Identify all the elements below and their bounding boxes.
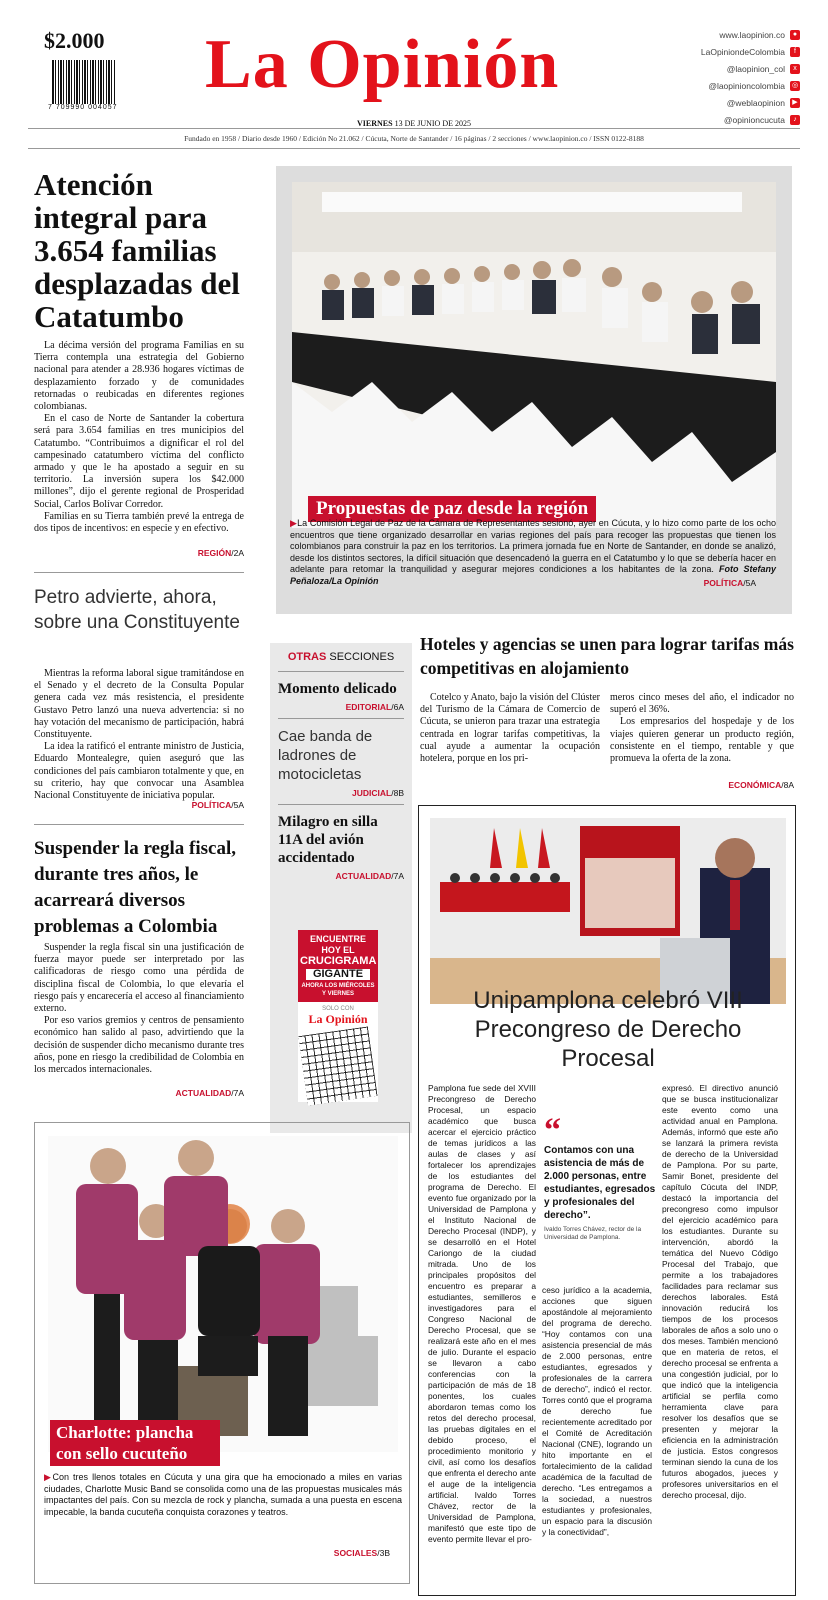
social-youtube[interactable]: @weblaopinion ▶ bbox=[701, 94, 800, 111]
crossword-icon bbox=[298, 1026, 377, 1105]
lead-body: La décima versión del programa Familias en su Tierra contempla una estrategia del Gobierno nacional para atender a 28.936 hogares víctimas de desplazamiento forzado y de comunidades retornadas o reubicadas en diferentes regiones colombianas. En el caso de Norte de Santander la cobertura será para 3.654 familias en tres municipios del Catatumbo. “Contribuimos a dignificar el rol del campesinado catatumbero víctima del conflicto armado y que le ha apostado a seguir en su territorio. La inversión supera los $42.000 millones”, dijo el gerente regional de Prosperidad Social, Carlos Bolívar Corredor. Familias en su Tierra también prevé la entrega de dos tipos de incentivos: en especie y en efectivo. bbox=[34, 340, 244, 535]
instagram-icon: ◎ bbox=[791, 81, 799, 89]
charlotte-photo bbox=[48, 1136, 398, 1452]
unipamplona-headline[interactable]: Unipamplona celebró VIII Precongreso de Derecho Procesal bbox=[473, 987, 743, 1072]
fiscal-section-ref[interactable]: ACTUALIDAD/7A bbox=[175, 1088, 244, 1098]
ad-text: SOLO CON bbox=[322, 1006, 354, 1012]
pull-quote-text: Contamos con una asistencia de más de 2.000 personas, entre estudiantes, egresados y profesionales del derecho”. bbox=[544, 1145, 656, 1221]
other-item-2[interactable]: Cae banda de ladrones de motocicletas bbox=[278, 728, 373, 783]
rule bbox=[28, 128, 800, 129]
social-facebook[interactable]: LaOpiniondeColombia f bbox=[701, 43, 800, 60]
unipamplona-col-2: ceso jurídico a la academia, acciones que siguen apostándole al mejoramiento del programa de derecho. “Hoy contamos con una asistencia presencial de más de 2.000 personas, entre estudiantes, egresados y profesionales de la carrera de derecho”, indicó el rector. Torres contó que el programa de derecho fue recientemente acreditado por el Comité de Acreditación Nacional (CNE), logrando un hito importante en el fortalecimiento de la calidad académica de la facultad de derecho. “Les entregamos a la sociedad, a nuestros estudiantes y profesionales, un espacio para la discusión y la conectividad”, bbox=[542, 1285, 652, 1537]
other-item-1-ref[interactable]: EDITORIAL/6A bbox=[345, 702, 404, 712]
charlotte-caption-title: Charlotte: plancha con sello cucuteño bbox=[50, 1420, 220, 1466]
price: $2.000 bbox=[44, 28, 105, 53]
hotels-section-ref[interactable]: ECONÓMICA/8A bbox=[728, 780, 794, 790]
charlotte-section-ref[interactable]: SOCIALES/3B bbox=[333, 1548, 390, 1558]
fiscal-headline[interactable]: Suspender la regla fiscal, durante tres años, le acarreará diversos problemas a Colombia bbox=[34, 838, 236, 937]
petro-body: Mientras la reforma laboral sigue tramitándose en el Senado y el decreto de la Consulta Popular genera cada vez más resistencia, el presidente Gustavo Petro lanzó una nueva advertencia: si no hay votación del mecanismo de participación, habrá Constituyente. La idea la ratificó el entrante ministro de Justicia, Eduardo Montealegre, quien aseguró que las condiciones del país cambiaron totalmente y que, en su criterio, hay que convocar una Asamblea Nacional Constituyente de iniciativa popular. bbox=[34, 668, 244, 802]
hotels-col-2: meros cinco meses del año, el indicador no superó el 36%. Los empresarios del hospedaje y de los viajes quieren generar un producto región, consistente en el tiempo, rentable y que promueva la oferta de la zona. bbox=[610, 692, 794, 765]
rule bbox=[278, 804, 404, 805]
edition-meta: Fundado en 1958 / Diario desde 1960 / Edición No 21.062 / Cúcuta, Norte de Santander / 16 páginas / 2 secciones / www.laopinion.co / ISSN 0122-8188 bbox=[184, 134, 644, 143]
rule bbox=[278, 671, 404, 672]
petro-section-ref[interactable]: POLÍTICA/5A bbox=[191, 800, 244, 810]
tiktok-icon: ♪ bbox=[790, 115, 800, 125]
rule bbox=[34, 824, 244, 825]
social-instagram[interactable]: @laopinioncolombia ◎ bbox=[708, 80, 799, 91]
rule bbox=[34, 572, 244, 573]
other-item-2-ref[interactable]: JUDICIAL/8B bbox=[352, 788, 404, 798]
crossword-ad[interactable] bbox=[298, 930, 378, 1102]
facebook-icon: f bbox=[790, 47, 800, 57]
other-item-3[interactable]: Milagro en silla 11A del avión accidentado bbox=[278, 814, 378, 866]
quote-icon: “ bbox=[544, 1112, 561, 1149]
barcode bbox=[52, 60, 116, 104]
social-x[interactable]: @laopinion_col x bbox=[701, 60, 800, 77]
social-web[interactable]: www.laopinion.co ● bbox=[701, 26, 800, 43]
unipamplona-col-3: expresó. El directivo anunció que se busca institucionalizar este evento como una actividad anual en Pamplona. Además, informó que este año se lanzará la primera revista de derecho de la Universidad de Pamplona. Por su parte, Samir Bonet, presidente del capítulo Cúcuta del INDP, destacó la importancia del precongreso como impulsor del ejercicio académico para los estudiantes. Durante su intervención, abordó la temática del Nuevo Código Procesal del Trabajo, que permite a los trabajadores facilidades para reclamar sus derechos laborales. Está innovación reducirá los tiempos de los procesos laborales de años a solo uno o dos meses. También mencionó que en materia de retos, el derecho procesal se enfrenta a una congestión judicial, por lo que indicó que la inteligencia artificial se perfila como herramienta clave para resolver los desafíos que se presenten y mejorar la eficiencia en la administración de justicia. Estos congresos terminan siendo la cuna de los futuros abogados, jueces y profesores universitarios en el derecho procesal, dijo. bbox=[662, 1083, 778, 1500]
social-links bbox=[701, 26, 800, 128]
social-tiktok[interactable]: @opinioncucuta ♪ bbox=[701, 111, 800, 128]
youtube-icon: ▶ bbox=[790, 98, 800, 108]
petro-headline[interactable]: Petro advierte, ahora, sobre una Constituyente bbox=[34, 587, 240, 633]
photo-section-ref[interactable]: POLÍTICA/5A bbox=[703, 578, 756, 588]
rule bbox=[278, 718, 404, 719]
hotels-headline[interactable]: Hoteles y agencias se unen para lograr tarifas más competitivas en alojamiento bbox=[420, 634, 794, 678]
lead-headline[interactable]: Atención integral para 3.654 familias desplazadas del Catatumbo bbox=[34, 167, 240, 334]
fiscal-body: Suspender la regla fiscal sin una justificación de fuerza mayor puede ser interpretado por las calificadoras de riesgo como una pérdida de disciplina fiscal de Colombia, lo que elevaría el riesgo país y encarecería el acceso al financiamiento externo. Por eso varios gremios y centros de pensamiento económico han salido al paso, advirtiendo que la decisión de suspender dicho mecanismo durante tres años, pone en riesgo la credibilidad de Colombia en los mercados internacionales. bbox=[34, 942, 244, 1076]
newspaper-title: La Opinión bbox=[205, 26, 560, 103]
photo-caption-title: Propuestas de paz desde la región bbox=[308, 496, 596, 522]
other-item-1[interactable]: Momento delicado bbox=[278, 681, 397, 697]
pull-quote-author: Ivaldo Torres Chávez, rector de la Universidad de Pamplona. bbox=[544, 1226, 642, 1241]
photo-caption: ▶La Comisión Legal de Paz de la Cámara de Representantes sesionó, ayer en Cúcuta, y lo hizo como parte de los ocho encuentros que tiene organizado desarrollar en varias regiones del país para recoger las propuestas que tienen los colombianos para construir la paz en los territorios. La primera jornada fue en Norte de Santander, en donde se analizó, desde los distintos sectores, la difícil situación que desencadenó la guerra en el Catatumbo y lo que se debería hacer en adelante para retomar la tranquilidad y asegurar mejores condiciones a los habitantes de la zona. Foto Stefany Peñaloza/La Opinión bbox=[290, 518, 777, 586]
globe-icon: ● bbox=[790, 30, 800, 40]
barcode-number: 7 709990 004057 bbox=[48, 104, 118, 111]
ad-banner: ENCUENTRE HOY EL CRUCIGRAMA GIGANTE AHORA LOS MIÉRCOLES Y VIERNES bbox=[298, 930, 378, 1002]
lead-section-ref[interactable]: REGIÓN/2A bbox=[197, 548, 244, 558]
commission-photo bbox=[292, 182, 776, 528]
hotels-col-1: Cotelco y Anato, bajo la visión del Clúster del Turismo de la Cámara de Comercio de Cúcuta, se unieron para trazar una estrategia centrada en lograr tarifas competitivas, la cual ayude a aumentar la ocupación hotelera, porque en los pri- bbox=[420, 692, 600, 765]
x-icon: x bbox=[790, 64, 800, 74]
precongreso-photo bbox=[430, 818, 786, 1004]
triangle-icon: ▶ bbox=[290, 518, 298, 528]
other-item-3-ref[interactable]: ACTUALIDAD/7A bbox=[335, 871, 404, 881]
pull-quote bbox=[544, 1112, 656, 1242]
other-sections-title: OTRAS SECCIONES bbox=[287, 651, 395, 663]
charlotte-caption: ▶Con tres llenos totales en Cúcuta y una gira que ha emocionado a miles en varias ciudades, Charlotte Music Band se consolida como una de las propuestas musicales más impactantes del país. Con su mezcla de rock y plancha, sumada a una puesta en escena impecable, la banda cucuteña conquista corazones y teatros. bbox=[44, 1472, 402, 1517]
rule bbox=[28, 148, 800, 149]
issue-date: VIERNES 13 DE JUNIO DE 2025 bbox=[356, 119, 471, 128]
ad-logo: La Opinión bbox=[308, 1012, 368, 1026]
unipamplona-col-1: Pamplona fue sede del XVIII Precongreso de Derecho Procesal, un espacio académico que busca acercar el ejercicio práctico de temas jurídicos a las aulas de clases y así fortalecer los aprendizajes de los estudiantes del programa de Derecho. El evento fue organizado por la Universidad de Pamplona y el Instituto Nacional de Derecho Procesal (INDP), y se desarrolló en el Hotel Cariongo de la ciudad mitrada. Uno de los principales propósitos del encuentro es preparar a estudiantes, semilleros e investigadores para el Congreso Nacional de Derecho Procesal, que se realizará este año en el mes de julio. Durante el espacio se llevaron a cabo conferencias con la participación de más de 18 ponentes, los cuales abordaron temas como los retos del derecho procesal, las pruebas digitales en el debido proceso, el procedimiento monitorio y civil, así como los desafíos que enfrenta el derecho ante el auge de la inteligencia artificial. Ivaldo Torres Chávez, rector de la Universidad de Pamplona, manifestó que este tipo de evento permite llevar el pro- bbox=[428, 1083, 536, 1544]
triangle-icon: ▶ bbox=[44, 1472, 53, 1482]
